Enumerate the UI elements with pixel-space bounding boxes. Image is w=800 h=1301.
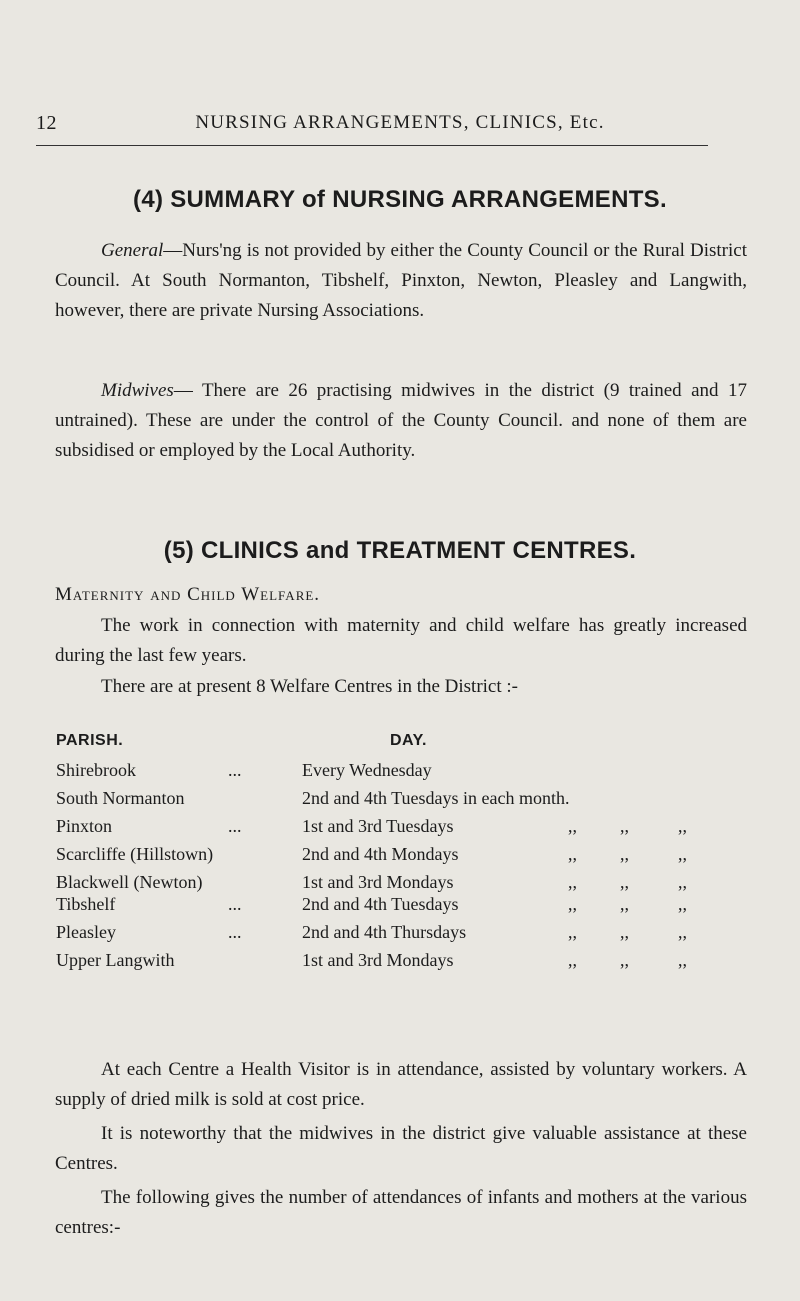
day-cell: 1st and 3rd Mondays bbox=[302, 950, 454, 970]
ditto-mark: ,, bbox=[568, 816, 577, 836]
ditto-mark: ,, bbox=[620, 922, 629, 942]
table-row bbox=[0, 788, 800, 814]
parish-cell: Pleasley bbox=[56, 922, 116, 942]
ditto-mark: ,, bbox=[678, 922, 687, 942]
parish-cell: South Normanton bbox=[56, 788, 185, 808]
ditto-mark: ,, bbox=[678, 816, 687, 836]
leader-dots: ... bbox=[228, 760, 242, 780]
day-cell: 1st and 3rd Mondays bbox=[302, 872, 454, 892]
ditto-mark: ,, bbox=[620, 816, 629, 836]
table-row bbox=[0, 760, 800, 786]
table-row bbox=[0, 816, 800, 842]
parish-cell: Shirebrook bbox=[56, 760, 136, 780]
leader-dots: ... bbox=[228, 922, 242, 942]
day-cell: 2nd and 4th Mondays bbox=[302, 844, 459, 864]
page-header bbox=[0, 108, 800, 144]
section-heading-nursing: (4) SUMMARY of NURSING ARRANGEMENTS. bbox=[133, 186, 667, 213]
ditto-mark: ,, bbox=[568, 950, 577, 970]
midwives-assistance-paragraph: It is noteworthy that the midwives in the district give valuable assistance at these Centres. bbox=[55, 1123, 747, 1174]
centre-paragraph: At each Centre a Health Visitor is in attendance, assisted by voluntary workers. A supply of dried milk is sold at cost price. bbox=[55, 1059, 747, 1110]
day-cell: Every Wednesday bbox=[302, 760, 432, 780]
parish-cell: Tibshelf bbox=[56, 894, 116, 914]
table-row bbox=[0, 894, 800, 920]
welfare-centres-table bbox=[0, 732, 800, 1032]
ditto-mark: ,, bbox=[678, 894, 687, 914]
maternity-subheading: Maternity and Child Welfare. bbox=[55, 584, 321, 605]
general-text: —Nurs'ng is not provided by either the County Council or the Rural District Council. At South Normanton, Tibshelf, Pinxton, Newton, Pleasley and Langwith, however, there are private Nursing Associations. bbox=[55, 240, 747, 321]
ditto-mark: ,, bbox=[620, 894, 629, 914]
column-header-parish: PARISH. bbox=[56, 732, 124, 749]
ditto-mark: ,, bbox=[678, 872, 687, 892]
header-rule bbox=[36, 145, 708, 146]
day-cell: 2nd and 4th Tuesdays in each month. bbox=[302, 788, 570, 808]
parish-cell: Blackwell (Newton) bbox=[56, 872, 203, 892]
ditto-mark: ,, bbox=[678, 950, 687, 970]
midwives-paragraph bbox=[55, 376, 747, 466]
parish-cell: Pinxton bbox=[56, 816, 113, 836]
day-cell: 2nd and 4th Tuesdays bbox=[302, 894, 459, 914]
midwives-text: — There are 26 practising midwives in the district (9 trained and 17 untrained). These are under the control of the County Council. and none of them are subsidised or employed by the Local Authority. bbox=[55, 380, 747, 461]
ditto-mark: ,, bbox=[678, 844, 687, 864]
page-number: 12 bbox=[36, 112, 57, 134]
ditto-mark: ,, bbox=[620, 872, 629, 892]
midwives-lead: Midwives bbox=[101, 380, 174, 401]
ditto-mark: ,, bbox=[568, 844, 577, 864]
attendances-intro-paragraph: The following gives the number of attendances of infants and mothers at the various centres:- bbox=[55, 1187, 747, 1238]
table-row bbox=[0, 950, 800, 976]
leader-dots: ... bbox=[228, 894, 242, 914]
ditto-mark: ,, bbox=[568, 894, 577, 914]
present-paragraph: There are at present 8 Welfare Centres in the District :- bbox=[101, 676, 518, 697]
work-paragraph: The work in connection with maternity and child welfare has greatly increased during the last few years. bbox=[55, 615, 747, 666]
leader-dots: ... bbox=[228, 816, 242, 836]
ditto-mark: ,, bbox=[620, 950, 629, 970]
section-heading-clinics: (5) CLINICS and TREATMENT CENTRES. bbox=[163, 537, 637, 564]
table-row bbox=[0, 844, 800, 870]
ditto-mark: ,, bbox=[568, 922, 577, 942]
day-cell: 1st and 3rd Tuesdays bbox=[302, 816, 454, 836]
running-title: NURSING ARRANGEMENTS, CLINICS, Etc. bbox=[195, 112, 605, 133]
day-cell: 2nd and 4th Thursdays bbox=[302, 922, 467, 942]
parish-cell: Scarcliffe (Hillstown) bbox=[56, 844, 214, 864]
general-lead: General bbox=[101, 240, 164, 261]
table-row bbox=[0, 922, 800, 948]
ditto-mark: ,, bbox=[620, 844, 629, 864]
ditto-mark: ,, bbox=[568, 872, 577, 892]
column-header-day: DAY. bbox=[390, 732, 427, 749]
parish-cell: Upper Langwith bbox=[56, 950, 175, 970]
general-paragraph bbox=[55, 236, 747, 326]
